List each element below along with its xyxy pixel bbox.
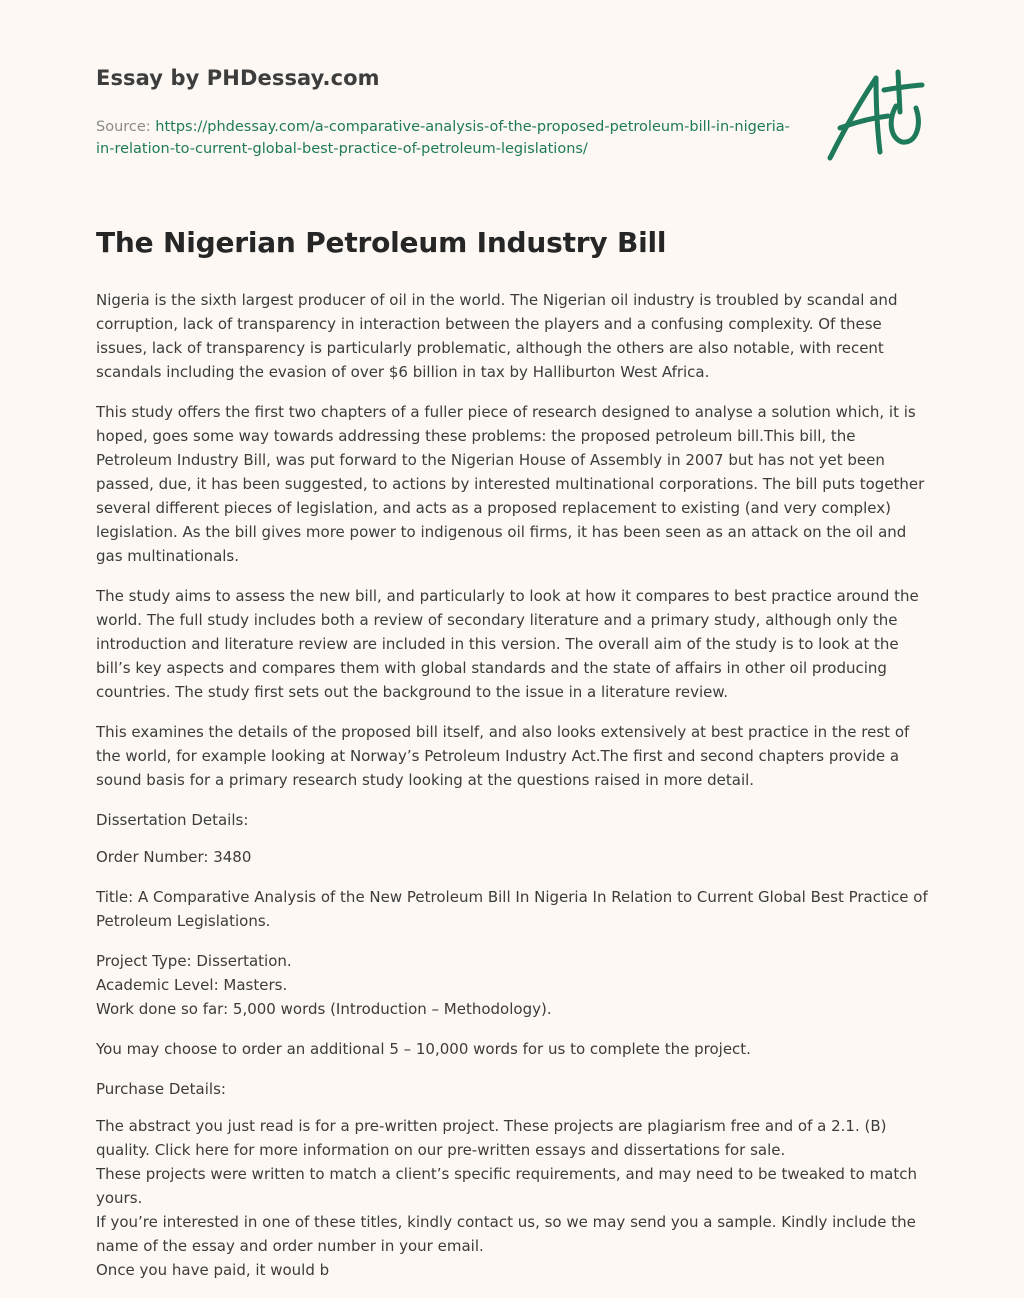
dissertation-title: Title: A Comparative Analysis of the New Petroleum Bill In Nigeria In Relation to Current Global Best Practice of Petroleum Legislations. bbox=[96, 888, 928, 930]
academic-level: Academic Level: Masters. bbox=[96, 976, 288, 994]
page-header bbox=[96, 66, 796, 160]
dissertation-details-heading: Dissertation Details: bbox=[96, 811, 249, 829]
a-plus-logo-icon bbox=[822, 68, 928, 168]
project-details bbox=[96, 949, 936, 1021]
work-done: Work done so far: 5,000 words (Introduction – Methodology). bbox=[96, 1000, 552, 1018]
project-type: Project Type: Dissertation. bbox=[96, 952, 292, 970]
article-body bbox=[96, 226, 936, 1298]
source-link[interactable]: https://phdessay.com/a-comparative-analysis-of-the-proposed-petroleum-bill-in-nigeria-in-relation-to-current-global-best-practice-of-petroleum-legislations/ bbox=[96, 119, 790, 157]
order-number: Order Number: 3480 bbox=[96, 848, 252, 866]
purchase-line-requirements: These projects were written to match a client’s specific requirements, and may need to be tweaked to match yours. bbox=[96, 1165, 917, 1207]
purchase-line-paid: Once you have paid, it would b bbox=[96, 1261, 330, 1279]
article-title: The Nigerian Petroleum Industry Bill bbox=[96, 226, 667, 259]
source-line bbox=[96, 116, 796, 160]
paragraph-examines: This examines the details of the proposed bill itself, and also looks extensively at best practice in the rest of the world, for example looking at Norway’s Petroleum Industry Act.The first and second chapters provide a sound basis for a primary research study looking at the questions raised in more detail. bbox=[96, 723, 910, 789]
site-title: Essay by PHDessay.com bbox=[96, 66, 380, 90]
purchase-line-abstract: The abstract you just read is for a pre-written project. These projects are plagiarism free and of a 2.1. (B) quality. Click here for more information on our pre-written essays and dissertations for sale. bbox=[96, 1117, 887, 1159]
purchase-line-contact: If you’re interested in one of these titles, kindly contact us, so we may send you a sample. Kindly include the name of the essay and order number in your email. bbox=[96, 1213, 916, 1255]
purchase-details-heading: Purchase Details: bbox=[96, 1080, 226, 1098]
purchase-details bbox=[96, 1114, 936, 1282]
paragraph-study-offer: This study offers the first two chapters of a fuller piece of research designed to analyse a solution which, it is hoped, goes some way towards addressing these problems: the proposed petroleum bill.This bill, the Petroleum Industry Bill, was put forward to the Nigerian House of Assembly in 2007 but has not yet been passed, due, it has been suggested, to actions by interested multinational corporations. The bill puts together several different pieces of legislation, and acts as a proposed replacement to existing (and very complex) legislation. As the bill gives more power to indigenous oil firms, it has been seen as an attack on the oil and gas multinationals. bbox=[96, 403, 925, 565]
paragraph-study-aims: The study aims to assess the new bill, and particularly to look at how it compares to best practice around the world. The full study includes both a review of secondary literature and a primary study, although only the introduction and literature review are included in this version. The overall aim of the study is to look at the bill’s key aspects and compares them with global standards and the state of affairs in other oil producing countries. The study first sets out the background to the issue in a literature review. bbox=[96, 587, 919, 701]
order-additional: You may choose to order an additional 5 – 10,000 words for us to complete the project. bbox=[96, 1040, 751, 1058]
paragraph-intro: Nigeria is the sixth largest producer of oil in the world. The Nigerian oil industry is troubled by scandal and corruption, lack of transparency in interaction between the players and a confusing complexity. Of these issues, lack of transparency is particularly problematic, although the others are also notable, with recent scandals including the evasion of over $6 billion in tax by Halliburton West Africa. bbox=[96, 291, 898, 381]
source-label: Source: bbox=[96, 119, 151, 135]
